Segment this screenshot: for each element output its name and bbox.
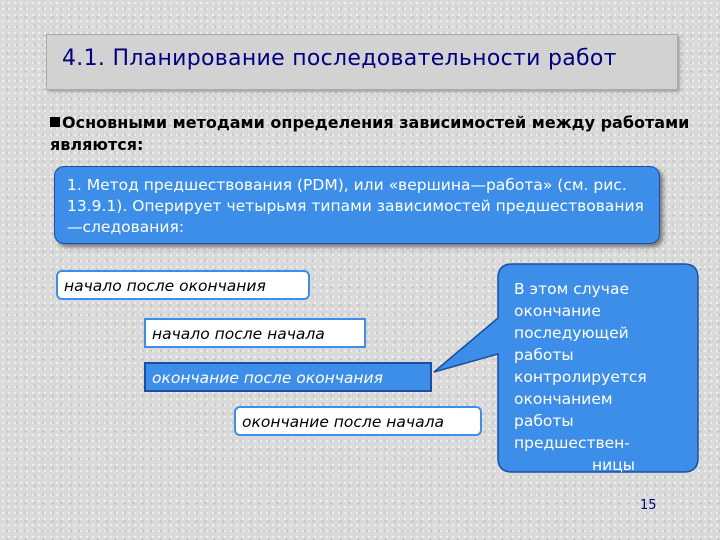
page-number: 15: [640, 498, 657, 513]
dependency-finish-to-finish: окончание после окончания: [144, 362, 432, 392]
callout-line: контролируется: [514, 368, 647, 386]
method-box: 1. Метод предшествования (PDM), или «вершина—работа» (см. рис. 13.9.1). Оперирует четырьмя типами зависимостей предшествования—следования:: [54, 166, 660, 244]
callout-line: работы: [514, 346, 574, 364]
callout-line: последующей: [514, 324, 629, 342]
callout-line: ницы: [592, 456, 635, 474]
callout-line: работы: [514, 412, 574, 430]
callout-line: окончание: [514, 302, 601, 320]
dependency-finish-to-start-reverse: окончание после начала: [234, 406, 482, 436]
callout-text: [504, 278, 692, 476]
slide-title: 4.1. Планирование последовательности работ: [62, 46, 617, 71]
callout-line: предшествен-: [514, 434, 630, 452]
bullet-text: Основными методами определения зависимостей между работами являются:: [50, 113, 690, 154]
callout-line: В этом случае: [514, 280, 629, 298]
dependency-start-to-start: начало после начала: [144, 318, 366, 348]
callout-line: окончанием: [514, 390, 613, 408]
dependency-finish-to-start: начало после окончания: [56, 270, 310, 300]
